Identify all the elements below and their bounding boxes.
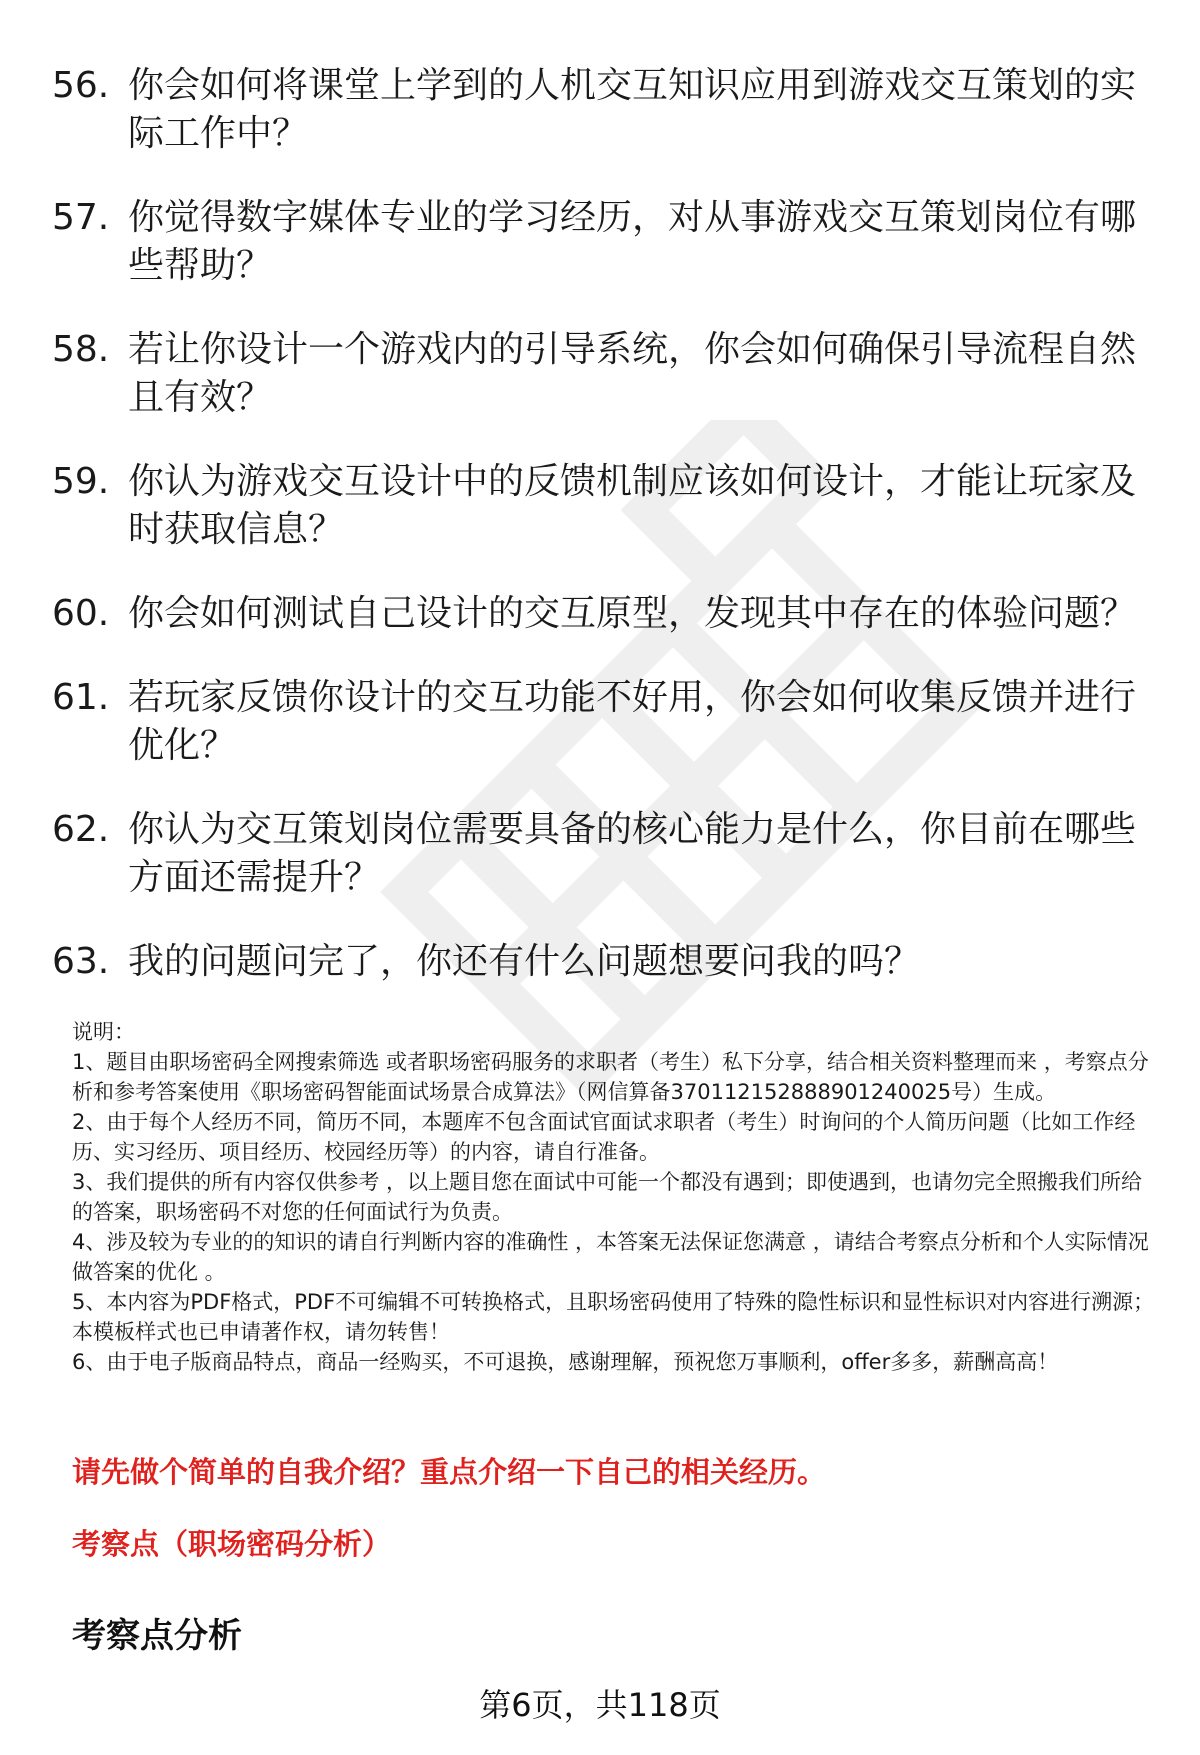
highlight-question: 请先做个简单的自我介绍？重点介绍一下自己的相关经历。 (72, 1455, 827, 1489)
question-item (52, 62, 1142, 158)
question-item (52, 590, 1142, 638)
question-text: 你认为交互策划岗位需要具备的核心能力是什么，你目前在哪些方面还需提升？ (128, 809, 1137, 898)
question-number: 60. (52, 593, 110, 634)
question-text: 若玩家反馈你设计的交互功能不好用，你会如何收集反馈并进行优化？ (128, 677, 1137, 766)
question-text: 我的问题问完了，你还有什么问题想要问我的吗？ (128, 941, 921, 982)
notes-title: 说明： (72, 1020, 135, 1044)
question-list (52, 62, 1142, 1022)
question-text: 你认为游戏交互设计中的反馈机制应该如何设计，才能让玩家及时获取信息？ (128, 461, 1137, 550)
question-item (52, 194, 1142, 290)
question-number: 62. (52, 809, 110, 850)
question-number: 59. (52, 461, 110, 502)
question-number: 58. (52, 329, 110, 370)
question-item (52, 806, 1142, 902)
note-item: 6、由于电子版商品特点，商品一经购买，不可退换，感谢理解，预祝您万事顺利，offer多多，薪酬高高！ (72, 1350, 1059, 1374)
section-heading: 考察点分析 (72, 1616, 242, 1656)
question-number: 56. (52, 65, 110, 106)
question-item (52, 458, 1142, 554)
question-number: 61. (52, 677, 110, 718)
question-number: 57. (52, 197, 110, 238)
note-item: 2、由于每个人经历不同，简历不同，本题库不包含面试官面试求职者（考生）时询问的个人简历问题（比如工作经历、实习经历、项目经历、校园经历等）的内容，请自行准备。 (72, 1110, 1136, 1164)
note-item: 3、我们提供的所有内容仅供参考 ，以上题目您在面试中可能一个都没有遇到；即使遇到，也请勿完全照搬我们所给的答案，职场密码不对您的任何面试行为负责。 (72, 1170, 1143, 1224)
question-text: 若让你设计一个游戏内的引导系统，你会如何确保引导流程自然且有效？ (128, 329, 1137, 418)
question-text: 你会如何将课堂上学到的人机交互知识应用到游戏交互策划的实际工作中？ (128, 65, 1137, 154)
question-text: 你觉得数字媒体专业的学习经历，对从事游戏交互策划岗位有哪些帮助？ (128, 197, 1137, 286)
question-item (52, 326, 1142, 422)
note-item: 5、本内容为PDF格式，PDF不可编辑不可转换格式，且职场密码使用了特殊的隐性标识和显性标识对内容进行溯源；本模板样式也已申请著作权，请勿转售！ (72, 1290, 1155, 1344)
notes-section (72, 1017, 1162, 1377)
question-text: 你会如何测试自己设计的交互原型，发现其中存在的体验问题？ (128, 593, 1137, 634)
page-footer: 第6页，共118页 (479, 1686, 721, 1724)
question-item (52, 674, 1142, 770)
question-number: 63. (52, 941, 110, 982)
note-item: 4、涉及较为专业的的知识的请自行判断内容的准确性 ，本答案无法保证您满意 ，请结合考察点分析和个人实际情况做答案的优化 。 (72, 1230, 1149, 1284)
note-item: 1、题目由职场密码全网搜索筛选 或者职场密码服务的求职者（考生）私下分享，结合相关资料整理而来 ，考察点分析和参考答案使用《职场密码智能面试场景合成算法》（网信算备370112152888901240025号）生成。 (72, 1050, 1149, 1104)
highlight-subheading: 考察点（职场密码分析） (72, 1527, 392, 1561)
question-item (52, 938, 1142, 986)
